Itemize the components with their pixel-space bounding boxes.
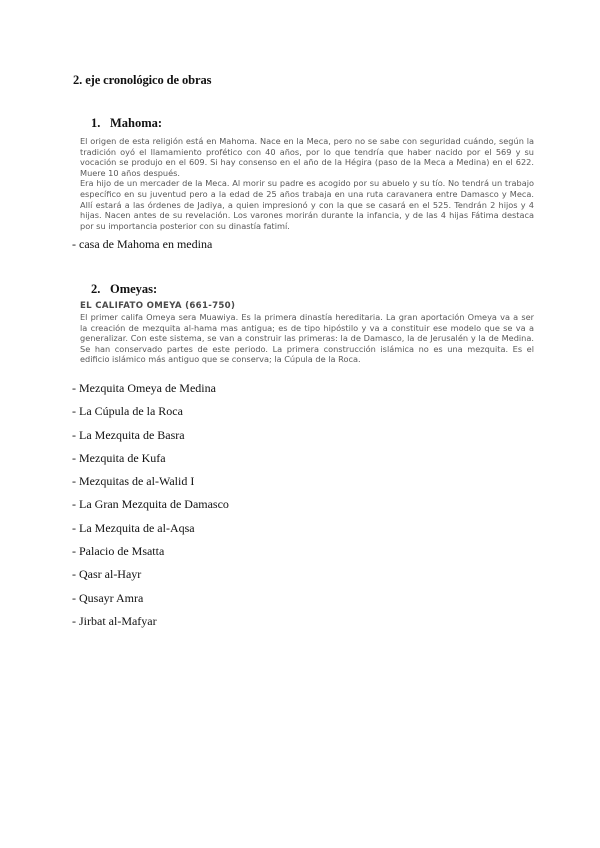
section-heading-mahoma <box>91 116 162 131</box>
list-item: - Mezquita de Kufa <box>72 450 166 465</box>
section-number: 2. <box>91 282 101 296</box>
omeyas-excerpt-image <box>80 301 534 365</box>
list-item: - La Mezquita de al-Aqsa <box>72 520 195 535</box>
excerpt-paragraph: El origen de esta religión está en Mahoma. Nace en la Meca, pero no se sabe con seguridad cuándo, según la tradición oyó el llamamiento profético con 40 años, por lo que tendría que haber nacido por el 569 y su vocación se produjo en el 609. Si hay consenso en el año de la Hégira (paso de la Meca a Medina) en el 622. Muere 10 años después. <box>80 136 534 178</box>
mahoma-work-item: - casa de Mahoma en medina <box>72 237 213 251</box>
section-title: Mahoma: <box>110 116 163 130</box>
list-item: - Qusayr Amra <box>72 590 144 605</box>
page-heading: 2. eje cronológico de obras <box>73 73 212 87</box>
list-item: - Jirbat al-Mafyar <box>72 613 157 628</box>
section-title: Omeyas: <box>110 282 158 296</box>
list-item: - Mezquita Omeya de Medina <box>72 381 216 395</box>
omeyas-works-list <box>72 381 229 637</box>
list-item: - Palacio de Msatta <box>72 544 165 559</box>
list-item: - Qasr al-Hayr <box>72 567 142 582</box>
section-number: 1. <box>91 116 101 130</box>
excerpt-paragraph: El primer califa Omeya sera Muawiya. Es la primera dinastía hereditaria. La gran aportación Omeya va a ser la creación de mezquita al-hama mas antigua; es de tipo hipóstilo y va a constituir ese modelo que se va a generalizar. Con este sistema, se van a construir las primeras: la de Damasco, la de Jerusalén y la de Medina. Se han conservado partes de este periodo. La primera construcción islámica no es una mezquita. Es el edificio islámico más antiguo que se conserva; la Cúpula de la Roca. <box>80 312 534 365</box>
list-item: - Mezquitas de al-Walid I <box>72 474 195 489</box>
excerpt-title: EL CALIFATO OMEYA (661-750) <box>80 301 236 311</box>
list-item: - La Gran Mezquita de Damasco <box>72 497 229 512</box>
section-heading-omeyas <box>91 282 157 297</box>
list-item: - La Cúpula de la Roca <box>72 404 183 419</box>
mahoma-excerpt-image <box>80 136 534 231</box>
excerpt-paragraph: Era hijo de un mercader de la Meca. Al morir su padre es acogido por su abuelo y su tío. No tendrá un trabajo específico en su juventud pero a la edad de 25 años trabaja en una ruta caravanera entre Damasco y Meca. Allí estará a las órdenes de Jadiya, a quien impresionó y con la que se casará en el 525. Tendrán 2 hijos y 4 hijas. Nacen antes de su revelación. Los varones morirán durante la infancia, y de las 4 hijas Fátima destaca por su importancia posterior con su dinastía fatimí. <box>80 178 534 231</box>
list-item: - La Mezquita de Basra <box>72 427 185 442</box>
